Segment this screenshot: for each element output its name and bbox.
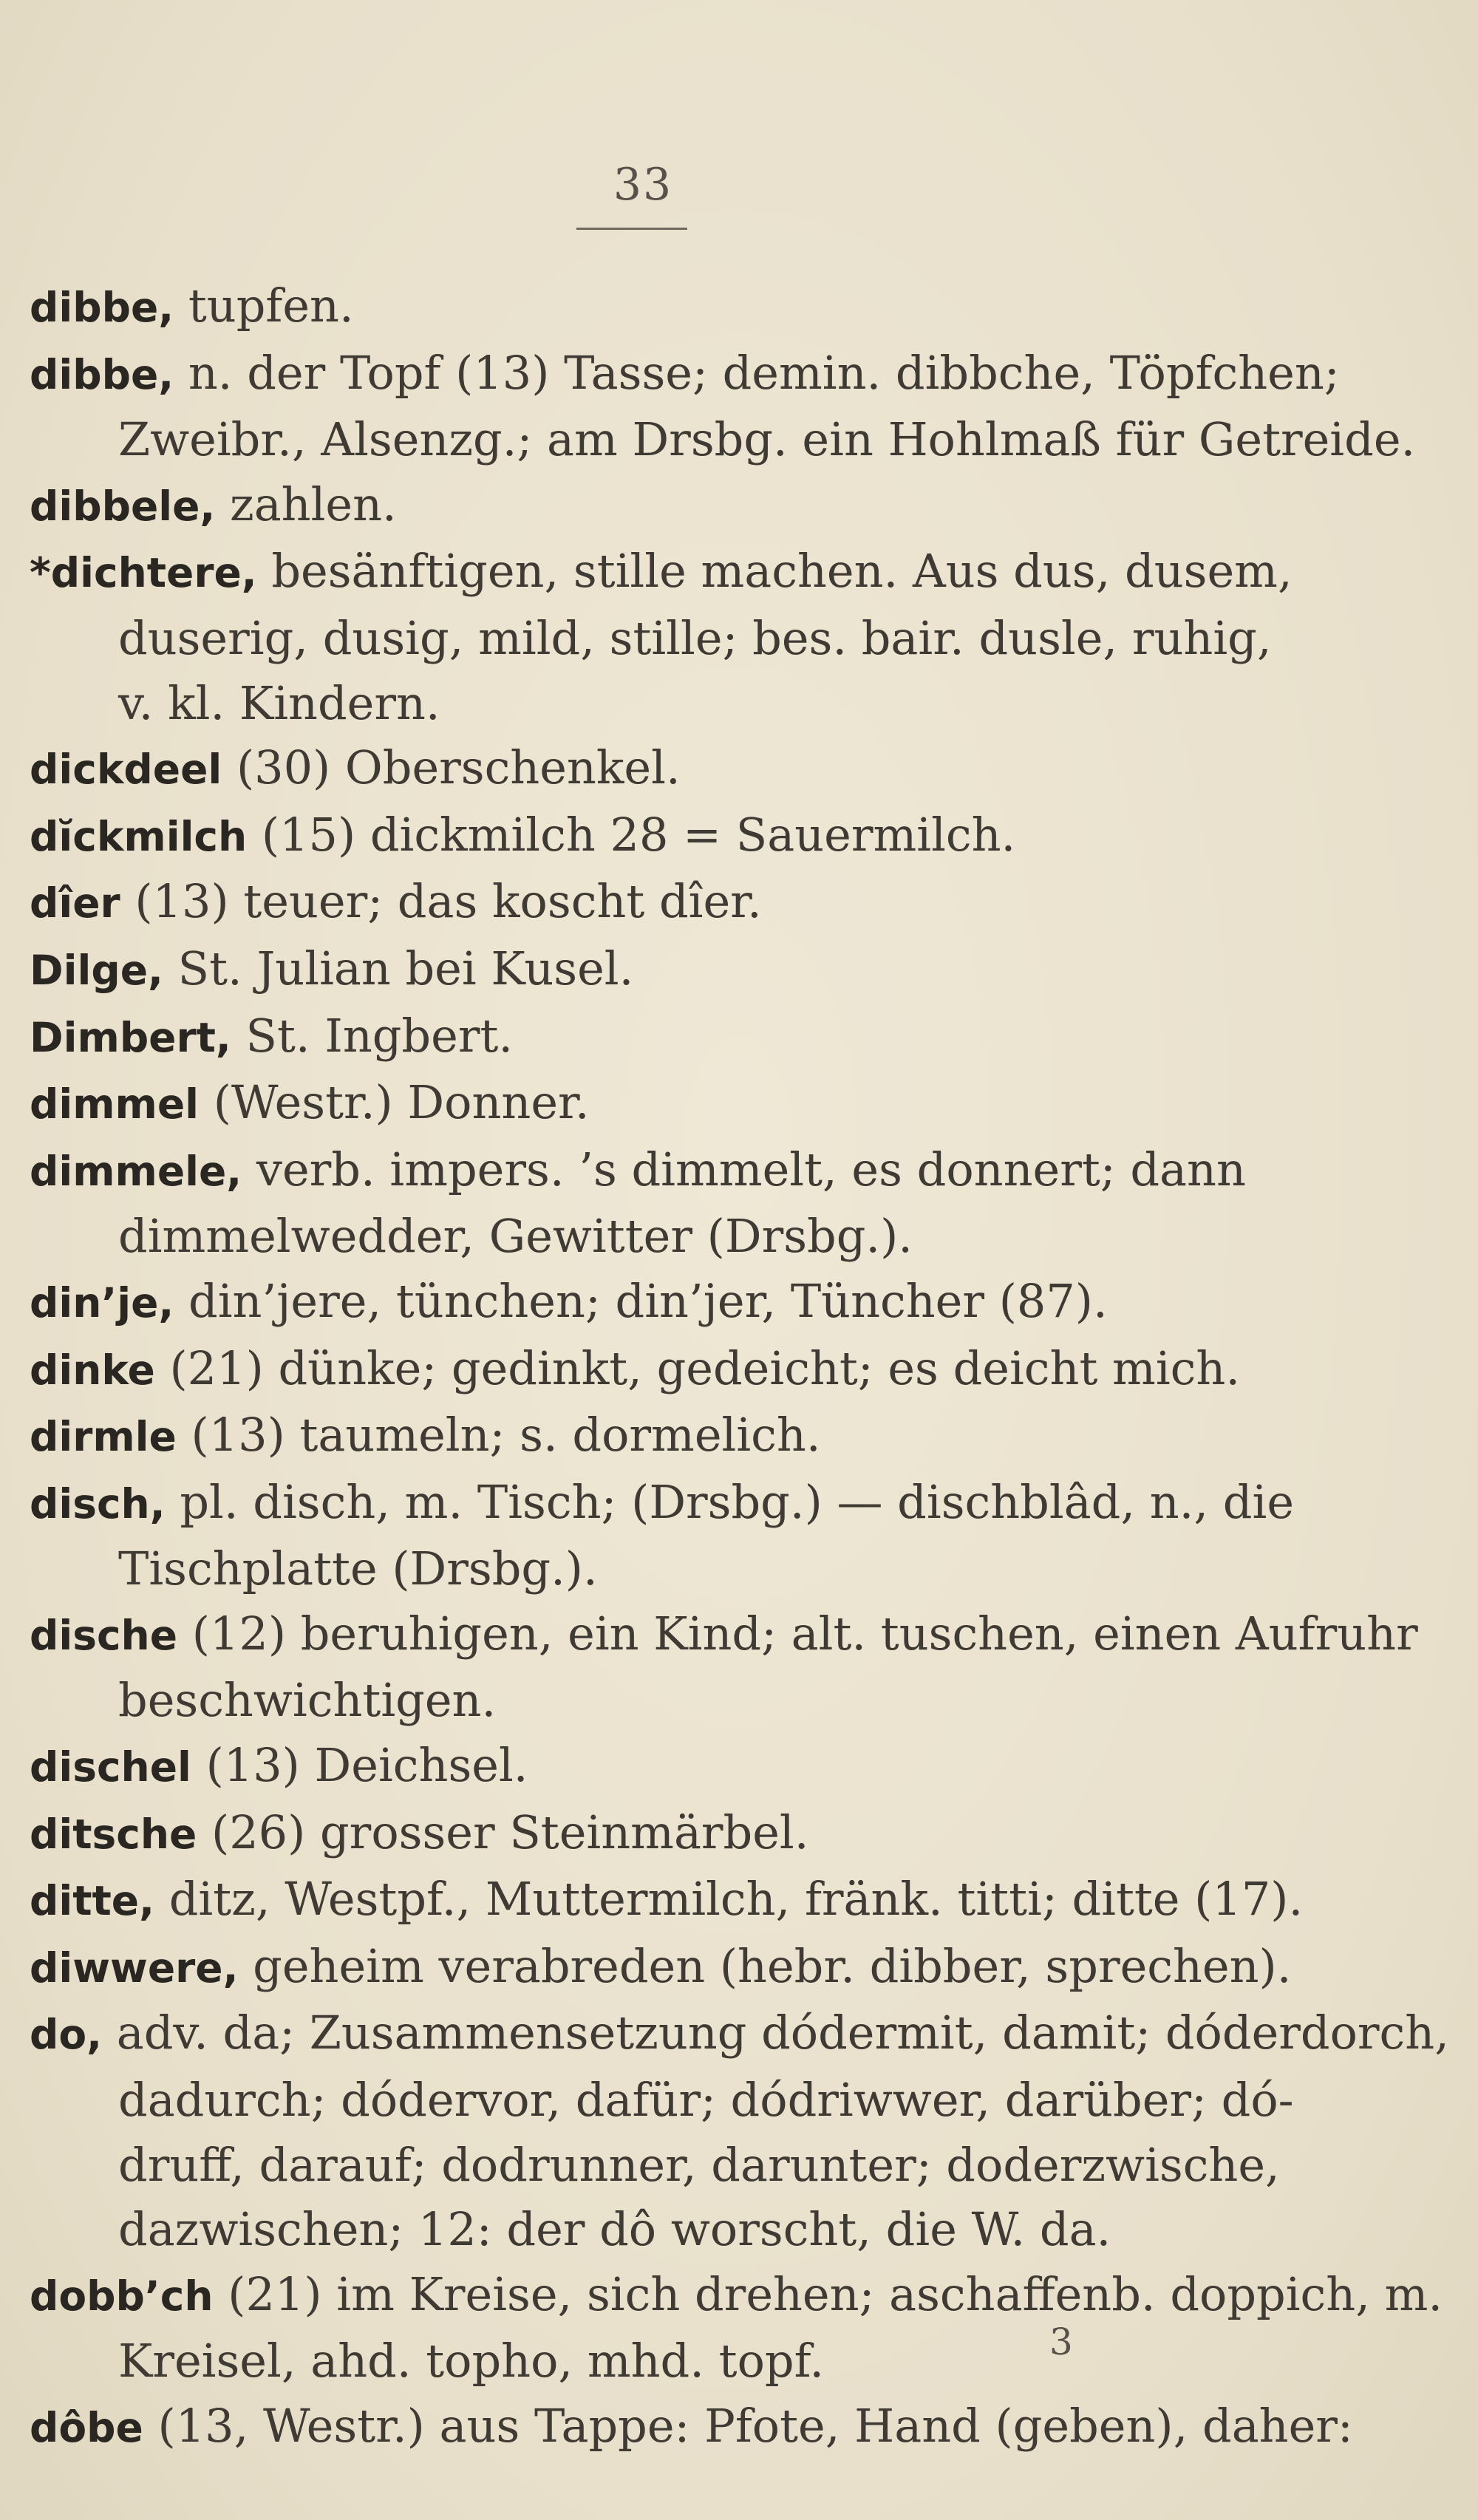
definition-text: (21) dünke; gedinkt, gedeicht; es deicht mich.	[154, 1341, 1241, 1395]
dictionary-continuation-line	[30, 2133, 1280, 2198]
dictionary-entry-line	[30, 869, 1242, 936]
definition-text: tupfen.	[174, 279, 354, 333]
definition-text: St. Ingbert.	[231, 1008, 514, 1063]
dictionary-entry-line	[30, 936, 1242, 1004]
definition-text: beschwichtigen.	[118, 1673, 497, 1728]
headword: ditte,	[30, 1877, 155, 1925]
headword: dirmle	[30, 1413, 177, 1461]
definition-text: Kreisel, ahd. topho, mhd. topf.	[118, 2334, 825, 2388]
headword: Dimbert,	[30, 1013, 231, 1061]
definition-text: pl. disch, m. Tisch; (Drsbg.) — dischblâd, n., die	[165, 1474, 1295, 1529]
definition-text: St. Julian bei Kusel.	[163, 941, 634, 995]
definition-text: druff, darauf; dodrunner, darunter; doderzwische,	[118, 2137, 1280, 2192]
dictionary-entry-line	[30, 341, 1340, 408]
definition-text: v. kl. Kindern.	[118, 675, 440, 730]
dictionary-entry-line	[30, 1070, 1242, 1137]
dictionary-entry-line	[30, 2000, 1449, 2068]
signature-mark: 3	[1049, 2320, 1073, 2363]
definition-text: zahlen.	[215, 477, 397, 531]
definition-text: Tischplatte (Drsbg.).	[118, 1542, 598, 1596]
headword: dîer	[30, 879, 120, 927]
dictionary-continuation-line	[30, 1204, 1242, 1269]
dictionary-entry-line	[30, 1470, 1295, 1537]
definition-text: dimmelwedder, Gewitter (Drsbg.).	[118, 1209, 913, 1264]
dictionary-entry-line	[30, 1403, 1242, 1470]
headword: dinke	[30, 1346, 155, 1394]
definition-text: (12) beruhigen, ein Kind; alt. tuschen, einen Aufruhr	[177, 1606, 1418, 1661]
dictionary-entry-line	[30, 803, 1242, 870]
headword: dimmele,	[30, 1147, 242, 1195]
dictionary-entry-line	[30, 273, 1242, 341]
definition-text: (15) dickmilch 28 = Sauermilch.	[247, 807, 1016, 862]
dictionary-continuation-line	[30, 671, 1242, 736]
headword: dibbele,	[30, 482, 216, 530]
dictionary-continuation-line	[30, 1536, 1242, 1601]
dictionary-entry-line	[30, 1934, 1292, 2001]
definition-text: besänftigen, stille machen. Aus dus, dusem,	[256, 544, 1293, 599]
definition-text: geheim verabreden (hebr. dibber, sprechen).	[238, 1938, 1292, 1993]
headword: dimmel	[30, 1080, 199, 1128]
dictionary-entry-line	[30, 1800, 1242, 1867]
dictionary-continuation-line	[30, 407, 1416, 472]
definition-text: ditz, Westpf., Muttermilch, fränk. titti; ditte (17).	[154, 1872, 1304, 1927]
definition-text: dadurch; dódervor, dafür; dódriwwer, darüber; dó-	[118, 2073, 1294, 2128]
headword: dische	[30, 1611, 178, 1659]
definition-text: (21) im Kreise, sich drehen; aschaffenb. doppich, m.	[213, 2267, 1443, 2321]
dictionary-continuation-line	[30, 2068, 1294, 2133]
dictionary-entry-line	[30, 735, 1242, 803]
headword: ditsche	[30, 1810, 197, 1858]
dictionary-entry-line	[30, 2262, 1443, 2329]
dictionary-entry-line	[30, 539, 1293, 606]
definition-text: (Westr.) Donner.	[199, 1075, 590, 1130]
headword: Dilge,	[30, 946, 163, 994]
dictionary-entry-line	[30, 1733, 1242, 1800]
headword: din’je,	[30, 1278, 174, 1327]
headword: diwwere,	[30, 1944, 239, 1992]
definition-text: (13) taumeln; s. dormelich.	[176, 1408, 821, 1462]
dictionary-entry-line	[30, 2394, 1353, 2461]
definition-text: dazwischen; 12: der dô worscht, die W. da.	[118, 2202, 1111, 2257]
header-rule	[576, 228, 687, 230]
dictionary-entry-line	[30, 1004, 1242, 1071]
page-number: 33	[613, 159, 673, 211]
headword: dobb’ch	[30, 2272, 214, 2320]
dictionary-entry-line	[30, 1601, 1418, 1669]
headword: disch,	[30, 1479, 166, 1528]
headword: dĭckmilch	[30, 812, 248, 860]
headword: dôbe	[30, 2404, 143, 2451]
dictionary-entry-line	[30, 1269, 1242, 1336]
dictionary-continuation-line	[30, 1668, 1242, 1733]
dictionary-entry-line	[30, 1137, 1246, 1205]
definition-text: (30) Oberschenkel.	[222, 740, 681, 795]
headword: *dichtere,	[30, 549, 257, 597]
headword: do,	[30, 2011, 103, 2059]
definition-text: (13, Westr.) aus Tappe: Pfote, Hand (geben), daher:	[143, 2399, 1353, 2453]
definition-text: verb. impers. ’s dimmelt, es donnert; dann	[242, 1142, 1246, 1196]
dictionary-continuation-line	[30, 606, 1272, 671]
definition-text: (13) teuer; das koscht dîer.	[120, 874, 762, 929]
definition-text: duserig, dusig, mild, stille; bes. bair. dusle, ruhig,	[118, 610, 1272, 665]
definition-text: din’jere, tünchen; din’jer, Tüncher (87).	[174, 1273, 1108, 1328]
dictionary-entry-line	[30, 472, 1242, 539]
definition-text: (13) Deichsel.	[191, 1738, 528, 1793]
headword: dickdeel	[30, 746, 222, 794]
definition-text: n. der Topf (13) Tasse; demin. dibbche, Töpfchen;	[174, 345, 1340, 400]
dictionary-continuation-line	[30, 2197, 1242, 2262]
dictionary-entries	[30, 273, 1449, 2461]
dictionary-entry-line	[30, 1867, 1304, 1934]
headword: dibbe,	[30, 284, 174, 331]
definition-text: adv. da; Zusammensetzung dódermit, damit; dóderdorch,	[102, 2006, 1449, 2060]
headword: dibbe,	[30, 350, 174, 398]
dictionary-entry-line	[30, 1336, 1242, 1403]
definition-text: Zweibr., Alsenzg.; am Drsbg. ein Hohlmaß für Getreide.	[118, 412, 1416, 467]
definition-text: (26) grosser Steinmärbel.	[197, 1805, 809, 1859]
headword: dischel	[30, 1743, 191, 1791]
